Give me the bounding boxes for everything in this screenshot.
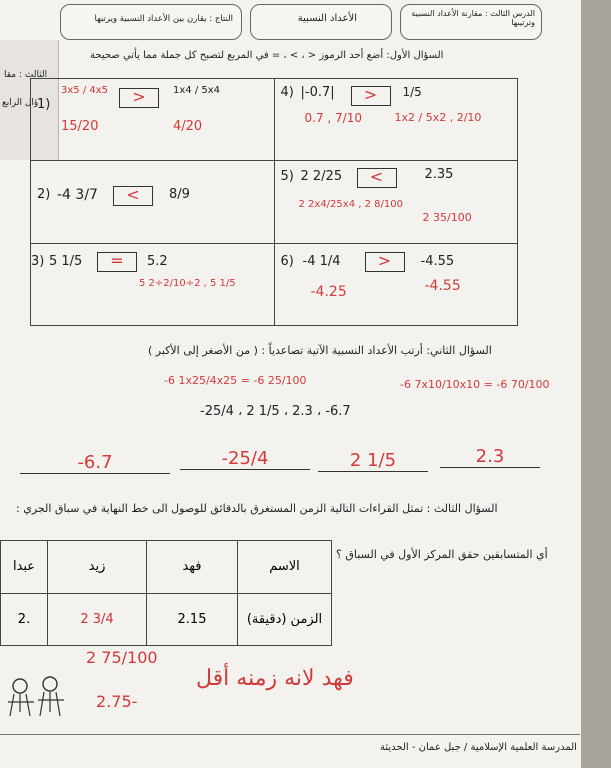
item-3: 3) 5 1/5 = 5.2 5 2÷2/10÷2 , 5 1/5: [31, 243, 275, 325]
answer-box-1[interactable]: >: [119, 87, 159, 108]
question3-question: أي المتسابقين حقق المركز الأول في السباق ؟: [336, 548, 548, 561]
header-zaid: زيد: [48, 541, 147, 594]
children-doodle-icon: [0, 672, 80, 722]
item-4: 4) |-0.7| > 1/5 0.7 , 7/10 1x2 / 5x2 , 2/10: [274, 79, 518, 161]
lesson-label: الدرس الثالث : مقارنة الأعداد النسبية وترتيبها: [411, 9, 535, 27]
ordered-answer-4[interactable]: 2.3: [440, 446, 540, 468]
answer-box-2[interactable]: <: [113, 185, 153, 206]
header-abdullah: عبدا: [1, 541, 48, 594]
time-fahd: 2.15: [147, 593, 238, 646]
header-name: الاسم: [238, 541, 332, 594]
time-zaid: 2 3/4: [48, 593, 147, 646]
number-4: -6.7: [325, 404, 351, 419]
row-label: الزمن (دقيقة): [238, 593, 332, 646]
item-1: 1) 3x5 / 4x5 > 1x4 / 5x4 15/20 4/20: [31, 79, 275, 161]
outcome-label: النتاج : يقارن بين الأعداد النسبية ويرتبها: [94, 14, 233, 24]
item-5: 5) 2 2/25 < 2.35 2 2x4/25x4 , 2 8/100 2 35/100: [274, 161, 518, 243]
number-list: -25/4 ، 2 1/5 ، 2.3 ، -6.7: [200, 404, 351, 419]
item-6: 6) -4 1/4 > -4.55 -4.25 -4.55: [274, 243, 518, 325]
answer-box-5[interactable]: <: [357, 167, 397, 188]
answer-box-3[interactable]: =: [97, 252, 137, 273]
number-3: 2.3: [292, 404, 313, 419]
question3-work-2: 2.75-: [96, 692, 138, 711]
number-1: -25/4: [200, 404, 234, 419]
background-edge: [581, 0, 611, 768]
topic-label: الأعداد النسبية: [297, 13, 357, 24]
answer-box-4[interactable]: >: [351, 85, 391, 106]
header-fahd: فهد: [147, 541, 238, 594]
left-page-text: الثالث : مقا: [4, 70, 48, 80]
outcome-box: [60, 4, 242, 40]
question2-work-2: -6 1x25/4x25 = -6 25/100: [164, 374, 307, 387]
question2-title: السؤال الثاني: أرتب الأعداد النسبية الآتية تصاعدياً : ( من الأصغر إلى الأكبر ): [148, 344, 492, 357]
number-2: 2 1/5: [246, 404, 280, 419]
question3-answer[interactable]: فهد لانه زمنه أقل: [196, 666, 354, 691]
ordered-answer-2[interactable]: -25/4: [180, 448, 310, 470]
time-abdullah: 2.: [1, 593, 48, 646]
comparison-table: [30, 78, 518, 326]
question1-title: السؤال الأول: أضع أحد الرموز < ، > ، = في المربع لتصبح كل جملة مما يأتي صحيحة: [90, 50, 444, 61]
question3-work-1: 2 75/100: [86, 648, 158, 667]
left-page-question: ؤال الرابع: [2, 98, 39, 108]
question3-title: السؤال الثالث : تمثل القراءات التالية الزمن المستغرق بالدقائق للوصول الى خط النهاية في سباق الجري :: [16, 502, 498, 515]
lesson-box: [400, 4, 542, 40]
item-2: 2) -4 3/7 < 8/9: [31, 161, 275, 243]
topic-box: [250, 4, 392, 40]
footer-line: [0, 734, 580, 735]
race-table: [0, 540, 332, 646]
ordered-answer-1[interactable]: -6.7: [20, 452, 170, 474]
question2-work: -6 7x10/10x10 = -6 70/100: [400, 378, 550, 391]
footer-text: المدرسة العلمية الإسلامية / جبل عمان - الحديثة: [380, 742, 577, 753]
ordered-answer-3[interactable]: 2 1/5: [318, 450, 428, 472]
answer-box-6[interactable]: >: [365, 252, 405, 273]
